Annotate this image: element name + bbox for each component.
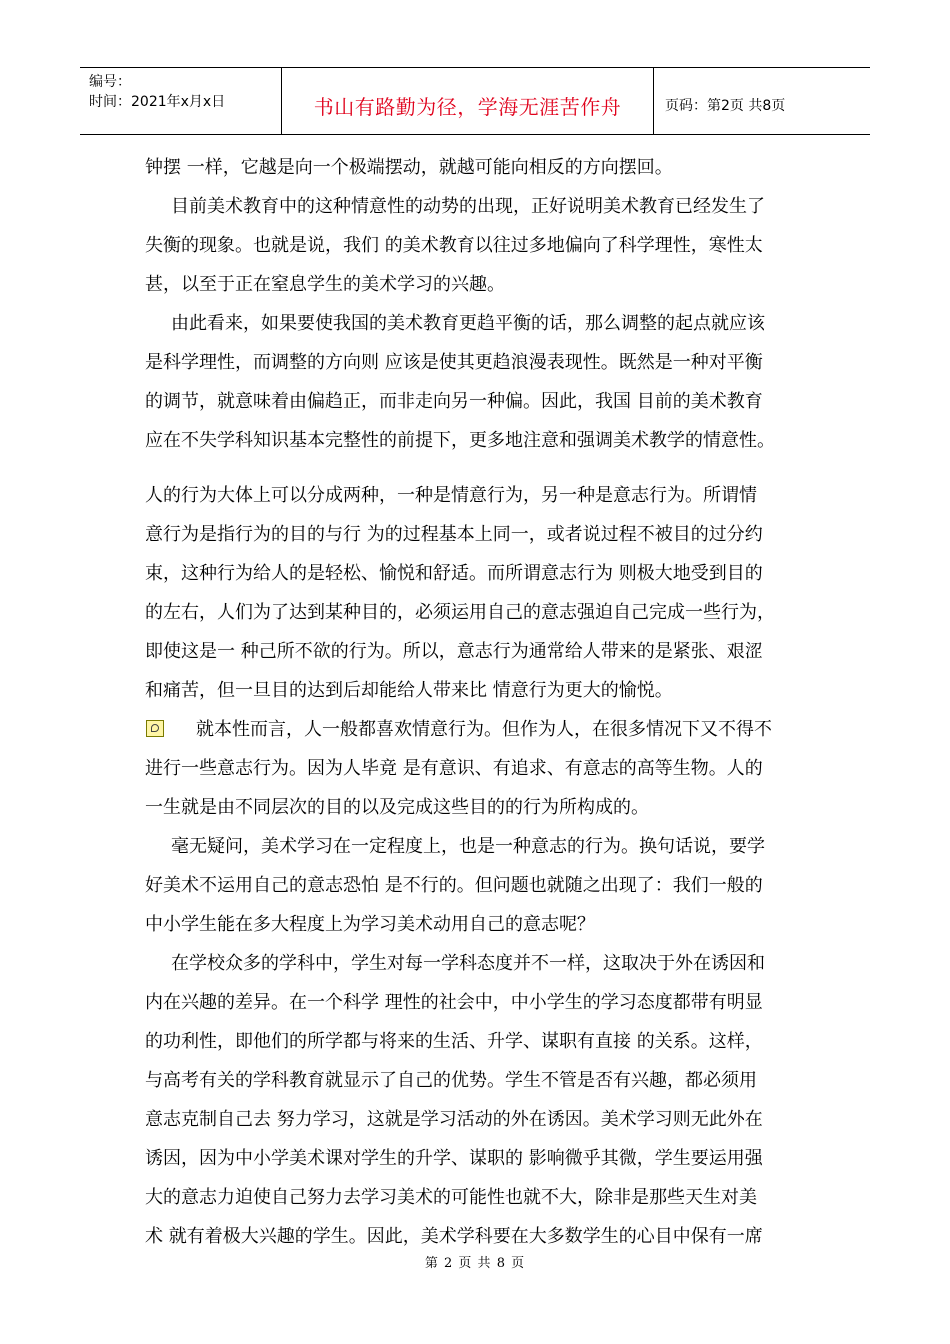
text-line [145, 343, 815, 382]
text-line-content: 钟摆 一样，它越是向一个极端摆动，就越可能向相反的方向摆回。 [145, 157, 673, 178]
text-line-content: 就本性而言，人一般都喜欢情意行为。但作为人，在很多情况下又不得不 [196, 719, 772, 740]
text-line-content: 中小学生能在多大程度上为学习美术动用自己的意志呢？ [145, 914, 595, 935]
text-line-content: 大的意志力迫使自己努力去学习美术的可能性也就不大，除非是那些天生对美 [145, 1187, 757, 1208]
paragraph [145, 827, 815, 944]
date-label: 时间：2021年x月x日 [89, 94, 226, 110]
motto-text: 书山有路勤为径，学海无涯苦作舟 [313, 94, 622, 119]
text-line-content: 好美术不运用自己的意志恐怕 是不行的。但问题也就随之出现了：我们一般的 [145, 875, 763, 896]
text-line-content: 术 就有着极大兴趣的学生。因此，美术学科要在大多数学生的心目中保有一席 [145, 1226, 763, 1247]
text-line [145, 710, 815, 749]
text-line [145, 187, 815, 226]
motto-cell [282, 68, 654, 134]
text-line [145, 1061, 815, 1100]
text-line [145, 866, 815, 905]
text-line [145, 827, 815, 866]
page-number-cell [654, 68, 870, 134]
serial-label: 编号： [89, 74, 131, 90]
text-line [145, 632, 815, 671]
text-line-content: 应在不失学科知识基本完整性的前提下，更多地注意和强调美术教学的情意性。 [145, 430, 775, 451]
paragraph [145, 304, 815, 460]
text-line [145, 304, 815, 343]
text-line [145, 1139, 815, 1178]
text-line-content: 意志克制自己去 努力学习，这就是学习活动的外在诱因。美术学习则无此外在 [145, 1109, 763, 1130]
page-footer [0, 1252, 950, 1271]
paragraph [145, 710, 815, 827]
text-line-content: 毫无疑问，美术学习在一定程度上，也是一种意志的行为。换句话说，要学 [171, 836, 765, 857]
text-line [145, 1100, 815, 1139]
text-line [145, 983, 815, 1022]
text-line-content: 进行一些意志行为。因为人毕竟 是有意识、有追求、有意志的高等生物。人的 [145, 758, 763, 779]
text-line [145, 593, 815, 632]
paragraph [145, 148, 815, 187]
text-line [145, 788, 815, 827]
text-line [145, 515, 815, 554]
text-line [145, 476, 815, 515]
text-line-content: 的功利性，即他们的所学都与将来的生活、升学、谋职有直接 的关系。这样， [145, 1031, 763, 1052]
text-line-content: 人的行为大体上可以分成两种，一种是情意行为，另一种是意志行为。所谓情 [145, 485, 757, 506]
text-line [145, 382, 815, 421]
text-line-content: 意行为是指行为的目的与行 为的过程基本上同一，或者说过程不被目的过分约 [145, 524, 763, 545]
text-line-content: 一生就是由不同层次的目的以及完成这些目的的行为所构成的。 [145, 797, 649, 818]
header-table [80, 67, 870, 135]
text-line-content: 由此看来，如果要使我国的美术教育更趋平衡的话，那么调整的起点就应该 [171, 313, 765, 334]
text-line-content: 是科学理性，而调整的方向则 应该是使其更趋浪漫表现性。既然是一种对平衡 [145, 352, 763, 373]
text-line-content: 内在兴趣的差异。在一个科学 理性的社会中，中小学生的学习态度都带有明显 [145, 992, 763, 1013]
text-line-content: 的左右，人们为了达到某种目的，必须运用自己的意志强迫自己完成一些行为， [145, 602, 775, 623]
text-line-content: 与高考有关的学科教育就显示了自己的优势。学生不管是否有兴趣，都必须用 [145, 1070, 757, 1091]
text-line [145, 944, 815, 983]
text-line-content: 的调节，就意味着由偏趋正，而非走向另一种偏。因此，我国 目前的美术教育 [145, 391, 763, 412]
paragraph [145, 944, 815, 1256]
text-line [145, 749, 815, 788]
text-line-content: 即使这是一 种己所不欲的行为。所以，意志行为通常给人带来的是紧张、艰涩 [145, 641, 763, 662]
footer-page-number: 第 2 页 共 8 页 [424, 1256, 526, 1271]
text-line-content: 诱因，因为中小学美术课对学生的升学、谋职的 影响微乎其微，学生要运用强 [145, 1148, 763, 1169]
text-line [145, 671, 815, 710]
text-line [145, 905, 815, 944]
text-line-content: 甚，以至于正在窒息学生的美术学习的兴趣。 [145, 274, 505, 295]
text-line [145, 1022, 815, 1061]
page-label: 页码：第2页 共8页 [665, 98, 786, 114]
text-line [145, 1217, 815, 1256]
document-body [145, 148, 815, 1256]
text-line [145, 148, 815, 187]
paragraph [145, 187, 815, 304]
text-line [145, 421, 815, 460]
text-line [145, 265, 815, 304]
text-line-content: 失衡的现象。也就是说，我们 的美术教育以往过多地偏向了科学理性，寒性太 [145, 235, 763, 256]
paragraph [145, 476, 815, 710]
text-line [145, 226, 815, 265]
text-line-content: 束，这种行为给人的是轻松、愉悦和舒适。而所谓意志行为 则极大地受到目的 [145, 563, 763, 584]
text-line-content: 在学校众多的学科中，学生对每一学科态度并不一样，这取决于外在诱因和 [171, 953, 765, 974]
comment-note-icon[interactable] [146, 720, 164, 737]
text-line-content: 目前美术教育中的这种情意性的动势的出现，正好说明美术教育已经发生了 [171, 196, 765, 217]
paragraph-gap [145, 460, 815, 476]
text-line [145, 1178, 815, 1217]
text-line-content: 和痛苦，但一旦目的达到后却能给人带来比 情意行为更大的愉悦。 [145, 680, 673, 701]
header-meta-cell [80, 68, 282, 134]
text-line [145, 554, 815, 593]
